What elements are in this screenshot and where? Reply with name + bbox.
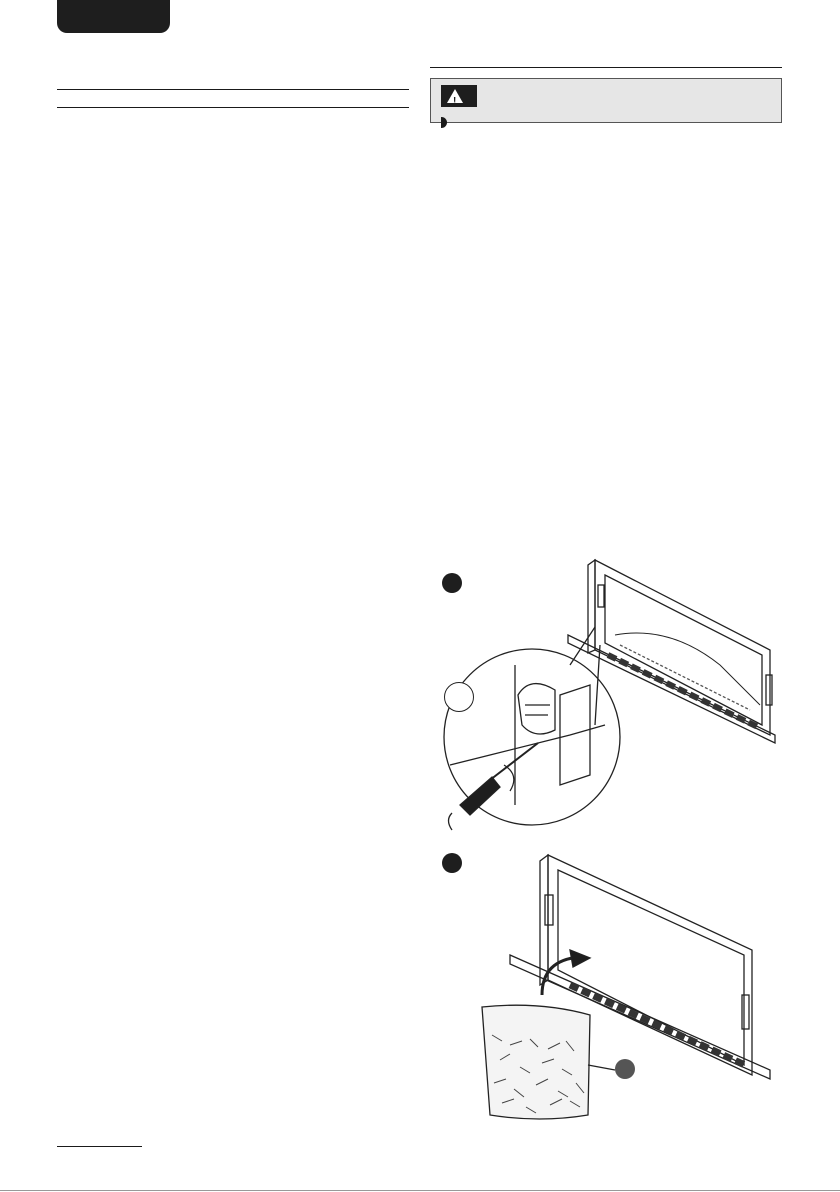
page-bottom-border — [0, 1190, 840, 1191]
multiplier-badge — [444, 682, 474, 712]
section-heading — [57, 87, 409, 90]
bullet-icon — [441, 117, 447, 128]
step-1-badge — [442, 573, 462, 593]
section-heading — [57, 104, 409, 108]
warning-heading — [441, 85, 771, 107]
warning-badge — [441, 85, 477, 107]
section-8-7 — [57, 104, 409, 108]
installation-figure — [430, 555, 830, 1135]
part-c-badge — [615, 1059, 635, 1079]
left-column — [57, 64, 409, 116]
language-tab — [57, 0, 170, 33]
section-8-6 — [57, 87, 409, 90]
warning-triangle-icon — [447, 89, 463, 103]
right-column — [430, 64, 782, 135]
fireplace-illustration — [430, 555, 830, 1135]
fireplace-frame-1 — [595, 560, 770, 735]
section-heading — [430, 64, 782, 68]
warning-box — [430, 78, 782, 123]
step-2-badge — [442, 853, 462, 873]
crystals-bag — [482, 1005, 590, 1119]
footer-rule — [57, 1146, 142, 1147]
